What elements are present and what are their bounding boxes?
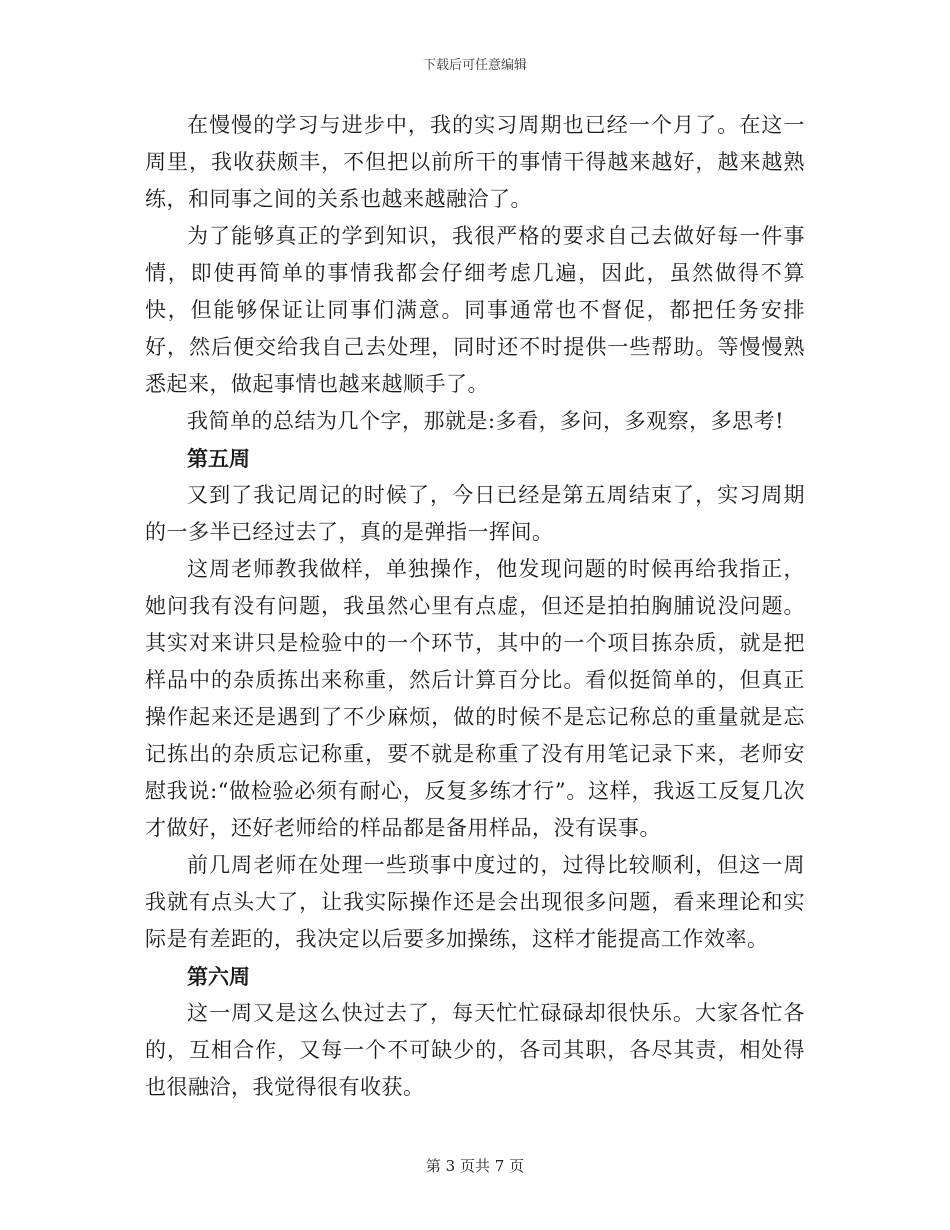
section-heading-week5: 第五周 (187, 446, 250, 471)
paragraph: 这周老师教我做样，单独操作，他发现问题的时候再给我指正，她问我有没有问题，我虽然心里有点虚，但还是拍拍胸脯说没问题。其实对来讲只是检验中的一个环节，其中的一个项目拣杂质，就是把样品中的杂质拣出来称重，然后计算百分比。看似挺简单的，但真正操作起来还是遇到了不少麻烦，做的时候不是忘记称总的重量就是忘记拣出的杂质忘记称重，要不就是称重了没有用笔记录下来，老师安慰我说:“做检验必须有耐心，反复多练才行”。这样，我返工反复几次才做好，还好老师给的样品都是备用样品，没有误事。 (145, 557, 805, 840)
paragraph: 我简单的总结为几个字，那就是:多看，多问，多观察，多思考! (187, 409, 785, 433)
paragraph: 前几周老师在处理一些琐事中度过的，过得比较顺利，但这一周我就有点头大了，让我实际操作还是会出现很多问题，看来理论和实际是有差距的，我决定以后要多加操练，这样才能提高工作效率。 (145, 853, 805, 951)
paragraph: 这一周又是这么快过去了，每天忙忙碌碌却很快乐。大家各忙各的，互相合作，又每一个不可缺少的，各司其职，各尽其责，相处得也很融洽，我觉得很有收获。 (145, 1001, 805, 1099)
page-number-footer: 第 3 页共 7 页 (425, 1157, 525, 1175)
paragraph: 在慢慢的学习与进步中，我的实习周期也已经一个月了。在这一周里，我收获颇丰，不但把以前所干的事情干得越来越好，越来越熟练，和同事之间的关系也越来越融洽了。 (145, 113, 805, 211)
paragraph: 为了能够真正的学到知识，我很严格的要求自己去做好每一件事情，即使再简单的事情我都会仔细考虑几遍，因此，虽然做得不算快，但能够保证让同事们满意。同事通常也不督促，都把任务安排好，然后便交给我自己去处理，同时还不时提供一些帮助。等慢慢熟悉起来，做起事情也越来越顺手了。 (145, 224, 805, 396)
paragraph: 又到了我记周记的时候了，今日已经是第五周结束了，实习周期的一多半已经过去了，真的是弹指一挥间。 (145, 483, 805, 544)
page-header: 下载后可任意编辑 (422, 58, 527, 73)
document-body (145, 107, 805, 1106)
section-heading-week6: 第六周 (187, 964, 250, 989)
